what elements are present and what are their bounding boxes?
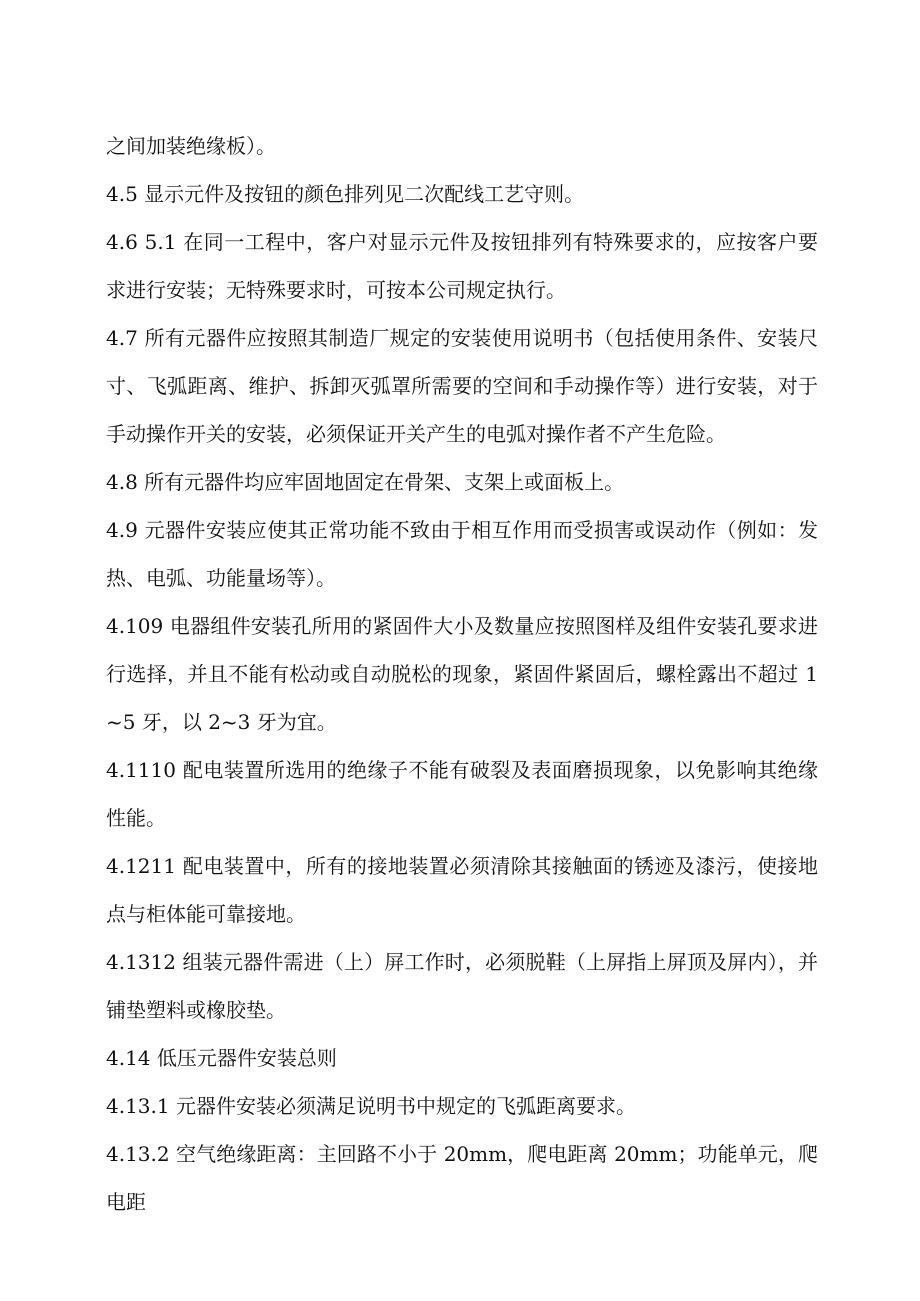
paragraph-4-9: 4.9 元器件安装应使其正常功能不致由于相互作用而受损害或误动作（例如：发热、电弧、功能量场等）。 (106, 518, 818, 590)
paragraph-4-12: 4.1211 配电装置中，所有的接地装置必须清除其接触面的锈迹及漆污，使接地点与柜体能可靠接地。 (106, 854, 818, 926)
paragraph-4-8: 4.8 所有元器件均应牢固地固定在骨架、支架上或面板上。 (106, 470, 625, 494)
paragraph-4-13-2: 4.13.2 空气绝缘距离：主回路不小于 20mm，爬电距离 20mm；功能单元，爬电距 (106, 1142, 818, 1214)
section-heading-4-14: 4.14 低压元器件安装总则 (106, 1046, 337, 1070)
paragraph-4-6: 4.6 5.1 在同一工程中，客户对显示元件及按钮排列有特殊要求的，应按客户要求进行安装；无特殊要求时，可按本公司规定执行。 (106, 230, 818, 302)
paragraph-4-13-1: 4.13.1 元器件安装必须满足说明书中规定的飞弧距离要求。 (106, 1094, 636, 1118)
paragraph-4-5: 4.5 显示元件及按钮的颜色排列见二次配线工艺守则。 (106, 182, 585, 206)
paragraph-4-10: 4.109 电器组件安装孔所用的紧固件大小及数量应按照图样及组件安装孔要求进行选择，并且不能有松动或自动脱松的现象，紧固件紧固后，螺栓露出不超过 1~5 牙，以 2~3 牙为宜。 (106, 614, 818, 734)
paragraph-continuation: 之间加装绝缘板）。 (106, 134, 276, 158)
document-body (106, 122, 818, 1226)
paragraph-4-7: 4.7 所有元器件应按照其制造厂规定的安装使用说明书（包括使用条件、安装尺寸、飞弧距离、维护、拆卸灭弧罩所需要的空间和手动操作等）进行安装，对于手动操作开关的安装，必须保证开关产生的电弧对操作者不产生危险。 (106, 326, 818, 446)
paragraph-4-13: 4.1312 组装元器件需进（上）屏工作时，必须脱鞋（上屏指上屏顶及屏内），并铺垫塑料或橡胶垫。 (106, 950, 818, 1022)
paragraph-4-11: 4.1110 配电装置所选用的绝缘子不能有破裂及表面磨损现象，以免影响其绝缘性能。 (106, 758, 818, 830)
